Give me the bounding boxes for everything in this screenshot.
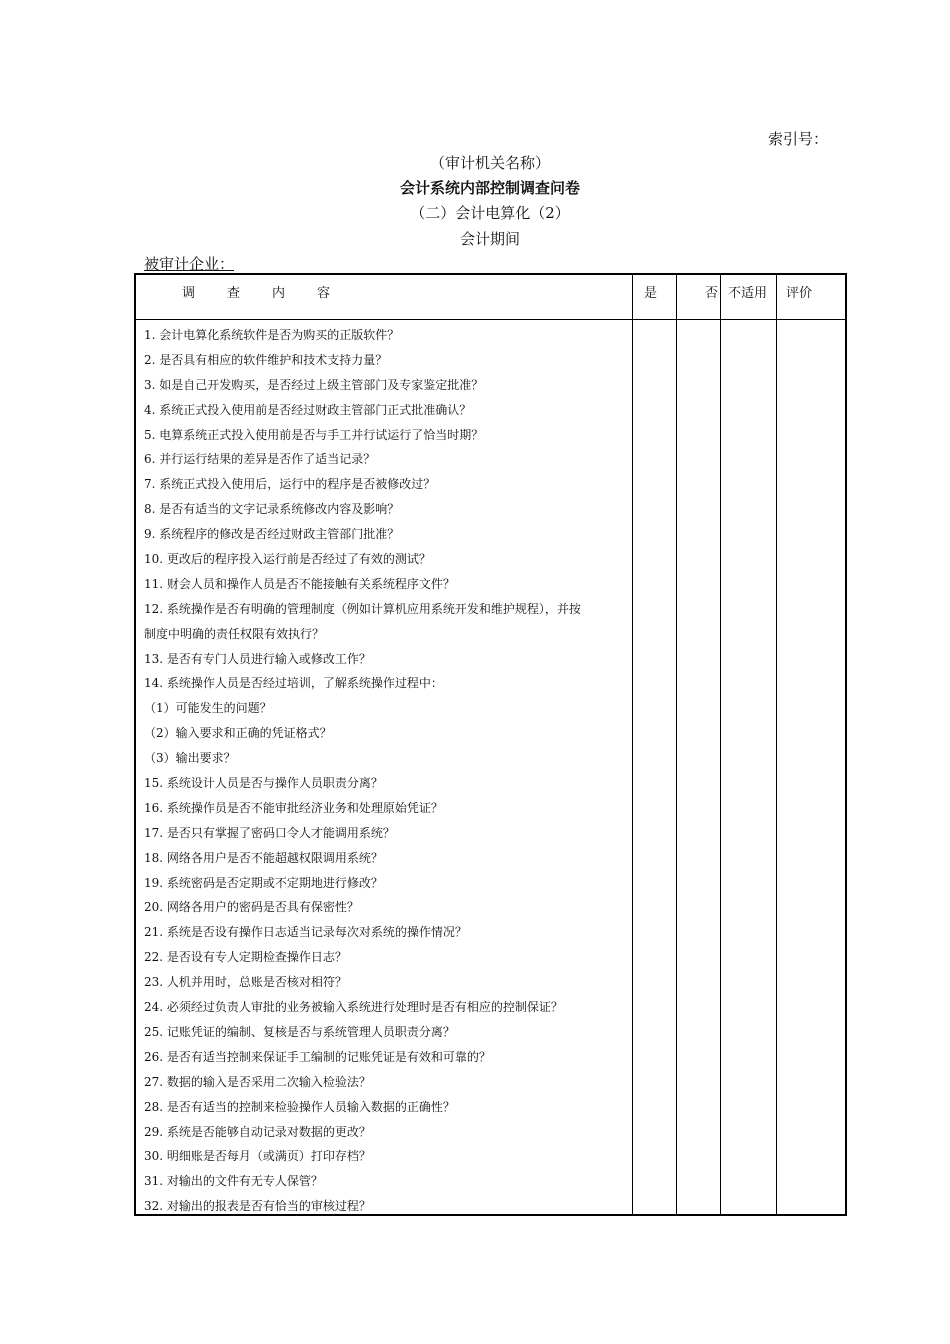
- column-header-content: 调 查 内 容: [182, 286, 333, 301]
- question-item: 25. 记账凭证的编制、复核是否与系统管理人员职责分离？: [144, 1024, 455, 1039]
- question-item: 17. 是否只有掌握了密码口令人才能调用系统？: [144, 825, 395, 840]
- question-item: 13. 是否有专门人员进行输入或修改工作？: [144, 651, 371, 666]
- column-header-yes: 是: [644, 286, 658, 301]
- question-item: 26. 是否有适当控制来保证手工编制的记账凭证是有效和可靠的？: [144, 1049, 491, 1064]
- page-title: 会计系统内部控制调查问卷: [399, 179, 580, 197]
- accounting-period-label: 会计期间: [459, 230, 520, 248]
- question-item: 28. 是否有适当的控制来检验操作人员输入数据的正确性？: [144, 1099, 455, 1114]
- question-item: 7. 系统正式投入使用后，运行中的程序是否被修改过？: [144, 477, 436, 492]
- question-item: 19. 系统密码是否定期或不定期地进行修改？: [144, 875, 383, 890]
- question-item: 10. 更改后的程序投入运行前是否经过了有效的测试？: [144, 552, 431, 567]
- column-header-evaluation: 评价: [786, 286, 813, 301]
- survey-table: [134, 273, 847, 1216]
- auditee-label: 被审计企业：: [144, 255, 235, 273]
- question-item: 11. 财会人员和操作人员是否不能接触有关系统程序文件？: [144, 576, 455, 591]
- question-item: 24. 必须经过负责人审批的业务被输入系统进行处理时是否有相应的控制保证？: [144, 1000, 563, 1015]
- question-item: 32. 对输出的报表是否有恰当的审核过程？: [144, 1199, 371, 1214]
- question-item: 制度中明确的责任权限有效执行？: [144, 626, 325, 641]
- column-header-not-applicable: 不适用: [728, 286, 768, 301]
- question-item: 18. 网络各用户是否不能超越权限调用系统？: [144, 850, 383, 865]
- question-item: 8. 是否有适当的文字记录系统修改内容及影响？: [144, 502, 400, 517]
- question-item: 2. 是否具有相应的软件维护和技术支持力量？: [144, 352, 388, 367]
- question-item: 3. 如是自己开发购买，是否经过上级主管部门及专家鉴定批准？: [144, 377, 484, 392]
- question-item: 30. 明细账是否每月（或满页）打印存档？: [144, 1149, 371, 1164]
- question-item: 4. 系统正式投入使用前是否经过财政主管部门正式批准确认？: [144, 402, 472, 417]
- question-item: 6. 并行运行结果的差异是否作了适当记录？: [144, 452, 376, 467]
- question-item: 14. 系统操作人员是否经过培训，了解系统操作过程中：: [144, 676, 443, 691]
- question-item: （2）输入要求和正确的凭证格式？: [144, 726, 332, 741]
- question-item: （3）输出要求？: [144, 751, 236, 766]
- question-item: 23. 人机并用时，总账是否核对相符？: [144, 975, 347, 990]
- page-subtitle: （二）会计电算化（2）: [410, 204, 570, 222]
- column-divider: [776, 275, 777, 1214]
- question-item: 9. 系统程序的修改是否经过财政主管部门批准？: [144, 527, 400, 542]
- column-divider: [720, 275, 721, 1214]
- question-list: [144, 323, 664, 1219]
- header-divider: [136, 319, 845, 320]
- question-item: 15. 系统设计人员是否与操作人员职责分离？: [144, 776, 383, 791]
- question-item: 12. 系统操作是否有明确的管理制度（例如计算机应用系统开发和维护规程），并按: [144, 601, 581, 616]
- index-number-label: 索引号：: [768, 130, 829, 148]
- question-item: 20. 网络各用户的密码是否具有保密性？: [144, 900, 359, 915]
- question-item: 1. 会计电算化系统软件是否为购买的正版软件？: [144, 328, 400, 342]
- question-item: 31. 对输出的文件有无专人保管？: [144, 1174, 323, 1189]
- audit-org-name: （审计机关名称）: [429, 154, 550, 172]
- question-item: （1）可能发生的问题？: [144, 701, 272, 716]
- question-item: 22. 是否设有专人定期检查操作日志？: [144, 950, 347, 965]
- column-header-no: 否: [705, 286, 719, 301]
- question-item: 27. 数据的输入是否采用二次输入检验法？: [144, 1074, 371, 1089]
- question-item: 5. 电算系统正式投入使用前是否与手工并行试运行了恰当时期？: [144, 427, 484, 442]
- question-item: 16. 系统操作员是否不能审批经济业务和处理原始凭证？: [144, 800, 443, 815]
- question-item: 29. 系统是否能够自动记录对数据的更改？: [144, 1124, 371, 1139]
- column-divider: [676, 275, 677, 1214]
- question-item: 21. 系统是否设有操作日志适当记录每次对系统的操作情况？: [144, 925, 467, 940]
